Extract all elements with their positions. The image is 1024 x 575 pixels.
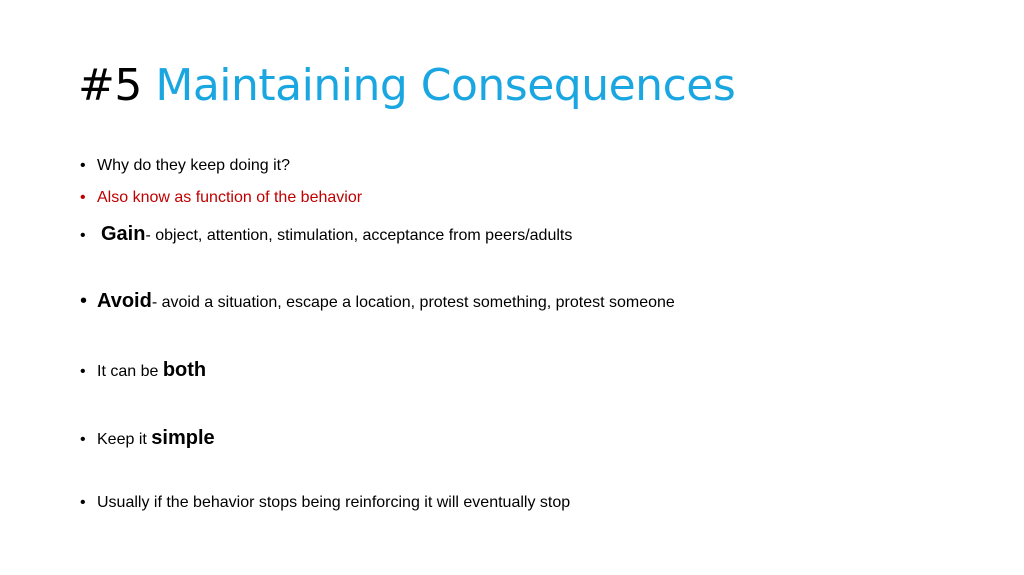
bullet-item: [80, 155, 290, 177]
bullet-icon: •: [80, 227, 86, 244]
bullet-icon: •: [80, 363, 86, 380]
bullet-item: [80, 356, 206, 386]
slide-title: [78, 56, 735, 116]
bullet-text: Why do they keep doing it?: [97, 157, 291, 174]
bullet-text: It can be: [97, 363, 163, 380]
bullet-item: [80, 492, 570, 514]
bullet-text: - avoid a situation, escape a location, protest something, protest someone: [151, 294, 675, 311]
bullet-strong-text: Avoid: [97, 290, 152, 312]
bullet-icon: •: [80, 189, 86, 206]
bullet-icon: •: [80, 157, 86, 174]
bullet-text: - object, attention, stimulation, acceptance from peers/adults: [145, 227, 573, 244]
bullet-item: [80, 287, 675, 317]
bullet-strong-text: Gain: [101, 223, 146, 245]
bullet-text: Keep it: [97, 431, 152, 448]
bullet-strong-text: simple: [151, 427, 215, 449]
bullet-item: [80, 424, 215, 454]
bullet-icon: •: [80, 431, 86, 448]
bullet-strong-text: both: [162, 359, 207, 381]
bullet-item: [80, 187, 362, 209]
bullet-text: Usually if the behavior stops being reinforcing it will eventually stop: [97, 494, 571, 511]
bullet-item: [80, 220, 572, 250]
bullet-icon: •: [80, 494, 86, 511]
bullet-icon: •: [80, 290, 88, 312]
bullet-text: Also know as function of the behavior: [97, 189, 363, 206]
title-text: Maintaining Consequences: [155, 60, 736, 111]
title-number: #5: [78, 60, 142, 111]
